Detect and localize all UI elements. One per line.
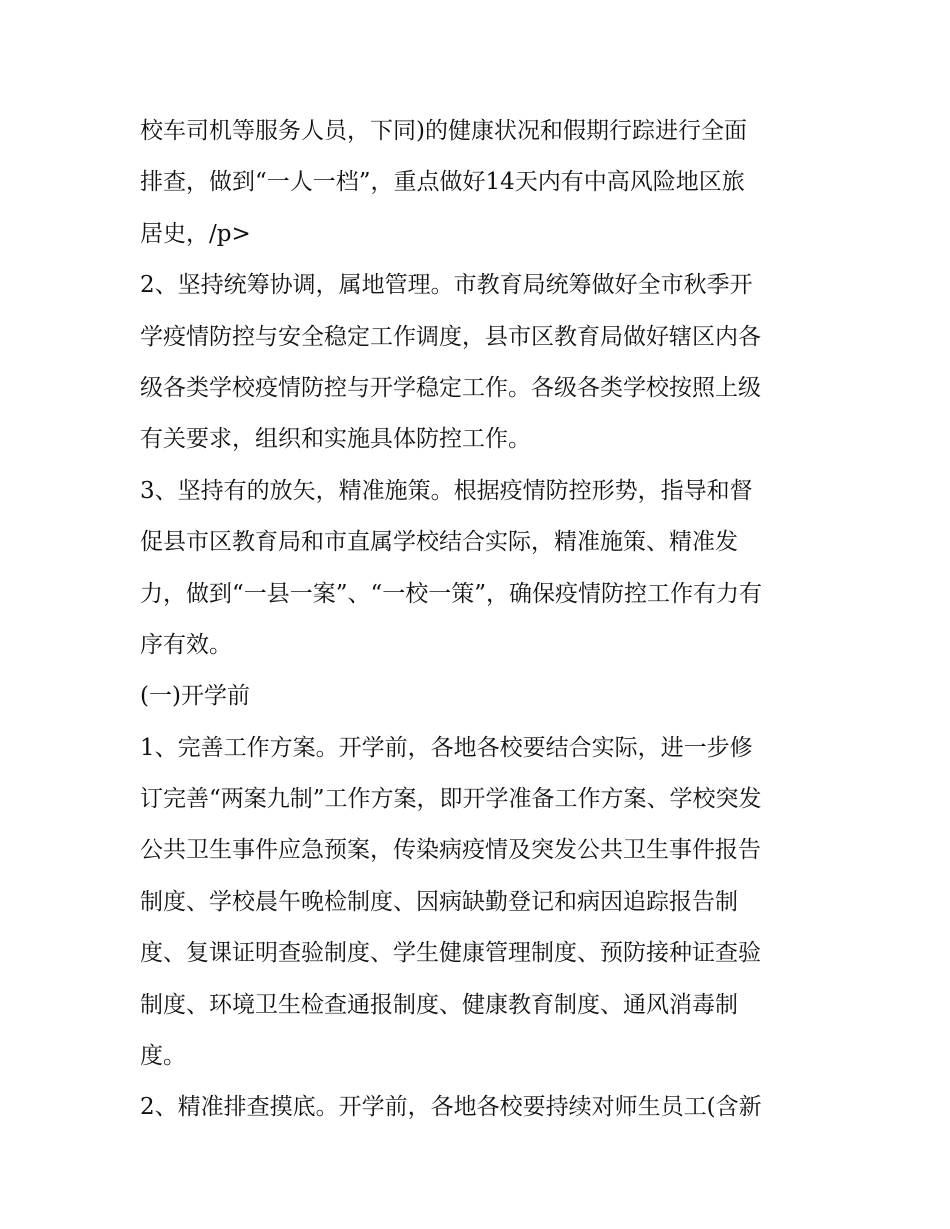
text-line: 力，做到“一县一案”、“一校一策”，确保疫情防控工作有力有 [140, 580, 763, 607]
text-line: 2、精准排查摸底。开学前，各地各校要持续对师生员工(含新 [140, 1094, 762, 1121]
document-body [140, 106, 820, 1134]
text-line: 公共卫生事件应急预案，传染病疫情及突发公共卫生事件报告 [140, 837, 761, 864]
text-line: 1、完善工作方案。开学前，各地各校要结合实际，进一步修 [140, 734, 753, 761]
text-line: 学疫情防控与安全稳定工作调度，县市区教育局做好辖区内各 [140, 323, 761, 350]
text-line: 度。 [140, 1043, 186, 1070]
text-line: 居史，/p> [140, 220, 251, 247]
text-line: 校车司机等服务人员，下同)的健康状况和假期行踪进行全面 [140, 118, 747, 144]
text-line: 制度、环境卫生检查通报制度、健康教育制度、通风消毒制 [140, 991, 738, 1018]
text-line: 有关要求，组织和实施具体防控工作。 [140, 426, 531, 453]
text-line: 3、坚持有的放矢，精准施策。根据疫情防控形势，指导和督 [140, 477, 753, 504]
section-heading: (一)开学前 [140, 683, 250, 710]
text-line: 促县市区教育局和市直属学校结合实际，精准施策、精准发 [140, 529, 738, 556]
text-line: 序有效。 [140, 631, 232, 658]
text-line: 级各类学校疫情防控与开学稳定工作。各级各类学校按照上级 [140, 374, 761, 401]
text-line: 度、复课证明查验制度、学生健康管理制度、预防接种证查验 [140, 940, 761, 967]
text-line: 制度、学校晨午晚检制度、因病缺勤登记和病因追踪报告制 [140, 888, 738, 915]
text-line: 排查，做到“一人一档”，重点做好14天内有中高风险地区旅 [140, 169, 745, 196]
text-line: 2、坚持统筹协调，属地管理。市教育局统筹做好全市秋季开 [140, 272, 753, 299]
text-line: 订完善“两案九制”工作方案，即开学准备工作方案、学校突发 [140, 786, 762, 813]
